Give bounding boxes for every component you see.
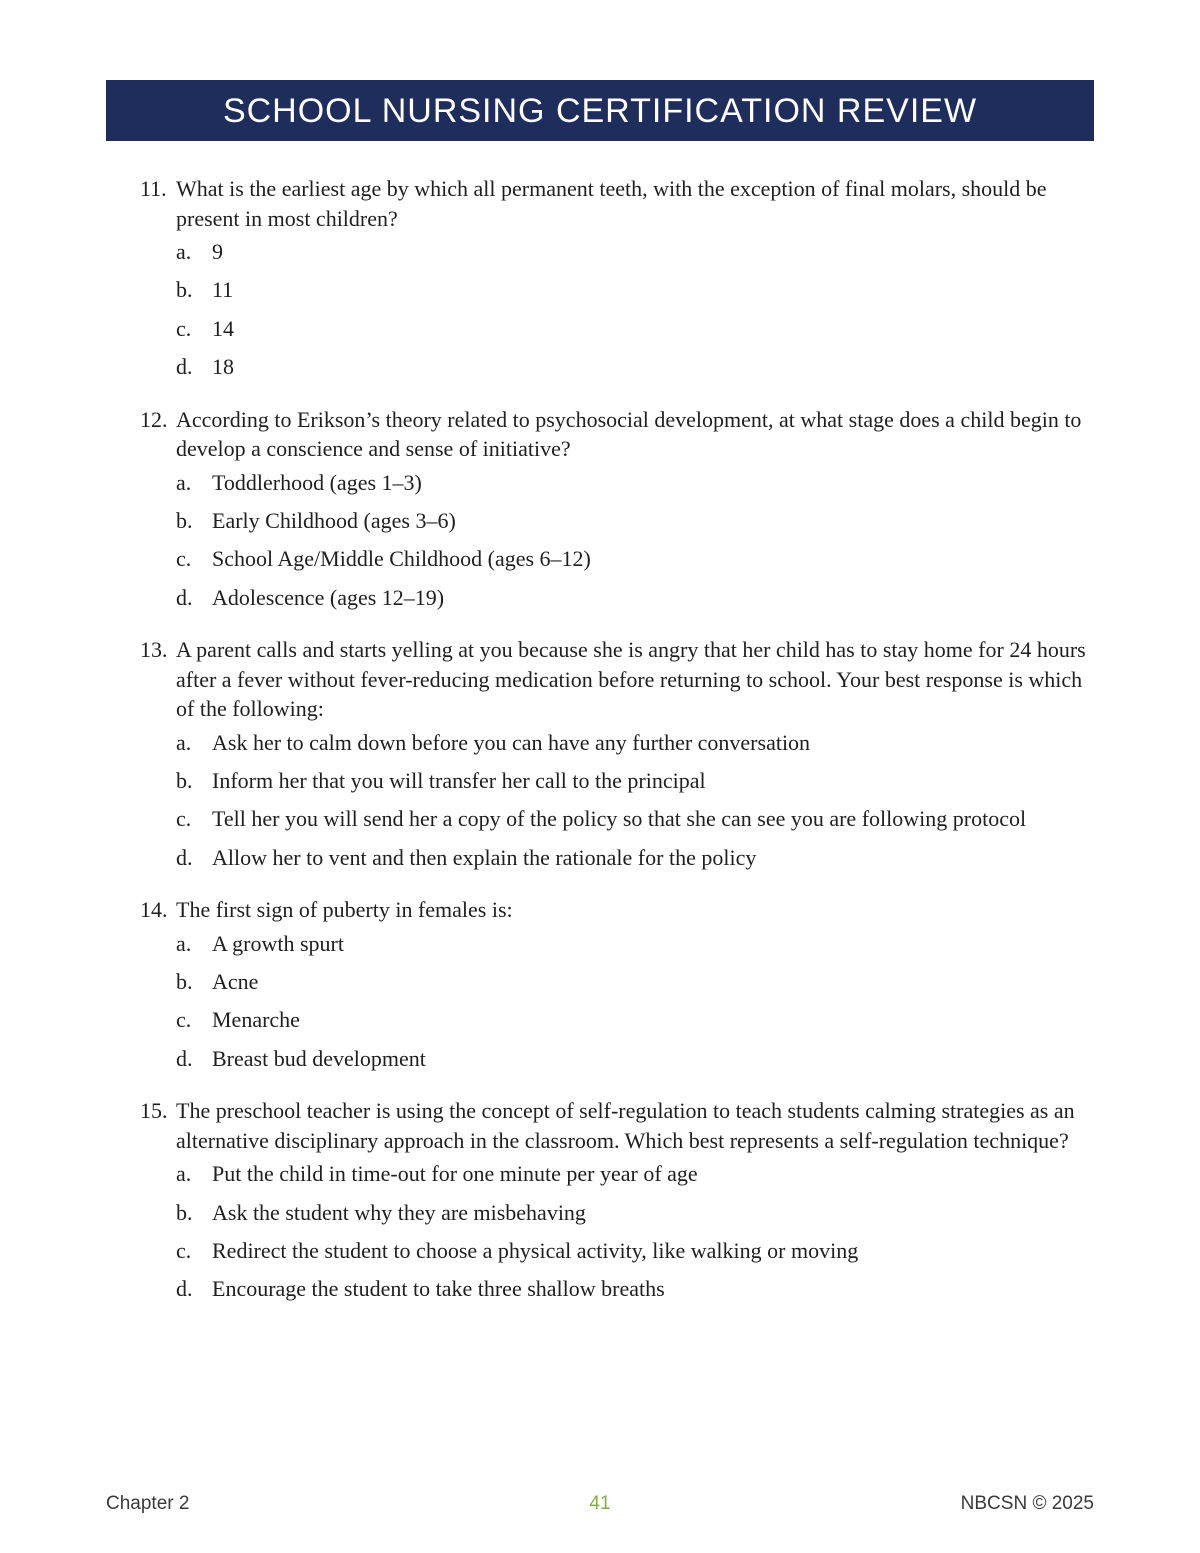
option-text: Put the child in time-out for one minute per year of age	[212, 1161, 698, 1187]
option-text: 11	[212, 277, 234, 303]
option-letter: a.	[176, 930, 192, 956]
option-letter: d.	[176, 354, 193, 380]
option-letter: c.	[176, 546, 192, 572]
option-letter: b.	[176, 277, 193, 303]
option-text: Ask the student why they are misbehaving	[212, 1199, 586, 1225]
answer-option	[176, 1236, 1100, 1274]
option-letter: a.	[176, 729, 192, 755]
answer-option	[176, 275, 1100, 313]
question-number: 15.	[140, 1098, 168, 1124]
answer-option	[176, 1044, 1100, 1082]
option-letter: b.	[176, 969, 193, 995]
question-stem	[140, 405, 1100, 464]
answer-option	[176, 583, 1100, 621]
answer-option	[176, 728, 1100, 766]
answer-options	[176, 1159, 1100, 1313]
option-letter: c.	[176, 1238, 192, 1264]
option-letter: a.	[176, 239, 192, 264]
question-text: According to Erikson’s theory related to psychosocial development, at what stage does a child begin to develop a conscience and sense of initiative?	[176, 406, 1082, 462]
option-text: Adolescence (ages 12–19)	[212, 584, 445, 610]
option-letter: a.	[176, 1161, 192, 1187]
option-letter: b.	[176, 768, 193, 794]
question-text: The preschool teacher is using the concept of self-regulation to teach students calming strategies as an alternative disciplinary approach in the classroom. Which best represents a self-regulation technique?	[176, 1098, 1075, 1153]
option-letter: c.	[176, 806, 192, 832]
question-text: A parent calls and starts yelling at you because she is angry that her child has to stay home for 24 hours after a fever without fever-reducing medication before returning to school. Your best response is which of the following:	[176, 637, 1086, 722]
question-text: What is the earliest age by which all permanent teeth, with the exception of final molars, should be present in most children?	[176, 176, 1047, 231]
answer-option	[176, 468, 1100, 506]
question-list	[140, 174, 1100, 1327]
option-text: 9	[212, 239, 223, 264]
option-text: A growth spurt	[212, 930, 344, 956]
option-text: Early Childhood (ages 3–6)	[212, 507, 456, 533]
option-text: Acne	[212, 969, 259, 995]
option-text: Tell her you will send her a copy of the policy so that she can see you are following protocol	[212, 806, 1027, 832]
header-banner	[106, 80, 1094, 141]
answer-option	[176, 1005, 1100, 1043]
answer-option	[176, 843, 1100, 881]
answer-option	[176, 1159, 1100, 1197]
answer-option	[176, 544, 1100, 582]
option-text: Redirect the student to choose a physical activity, like walking or moving	[212, 1238, 859, 1264]
option-text: Ask her to calm down before you can have any further conversation	[212, 729, 811, 755]
option-text: Menarche	[212, 1007, 300, 1033]
answer-option	[176, 352, 1100, 390]
option-text: Inform her that you will transfer her call to the principal	[212, 768, 706, 794]
answer-options	[176, 728, 1100, 882]
option-letter: d.	[176, 584, 193, 610]
page-title: SCHOOL NURSING CERTIFICATION REVIEW	[222, 92, 978, 130]
question-number: 13.	[140, 637, 168, 663]
question-13	[140, 635, 1100, 881]
option-text: 18	[212, 354, 234, 380]
option-letter: b.	[176, 1199, 193, 1225]
option-letter: d.	[176, 844, 193, 870]
option-text: School Age/Middle Childhood (ages 6–12)	[212, 546, 591, 572]
question-number: 12.	[140, 406, 168, 432]
question-11	[140, 174, 1100, 391]
question-number: 11.	[140, 176, 167, 201]
answer-option	[176, 929, 1100, 967]
question-number: 14.	[140, 897, 168, 923]
answer-options	[176, 237, 1100, 391]
question-12	[140, 405, 1100, 622]
option-text: Allow her to vent and then explain the rationale for the policy	[212, 844, 757, 870]
question-14	[140, 895, 1100, 1082]
answer-option	[176, 1198, 1100, 1236]
option-text: Breast bud development	[212, 1045, 426, 1071]
question-stem	[140, 895, 1100, 925]
option-text: 14	[212, 315, 234, 341]
footer-chapter: Chapter 2	[106, 1493, 190, 1514]
question-15	[140, 1096, 1100, 1313]
question-stem	[140, 1096, 1100, 1155]
answer-option	[176, 314, 1100, 352]
answer-option	[176, 804, 1100, 842]
option-letter: b.	[176, 507, 193, 533]
answer-option	[176, 506, 1100, 544]
option-letter: d.	[176, 1045, 193, 1071]
option-letter: c.	[176, 1007, 192, 1033]
option-letter: d.	[176, 1276, 193, 1302]
footer-copyright: NBCSN © 2025	[960, 1493, 1094, 1514]
answer-option	[176, 766, 1100, 804]
answer-options	[176, 468, 1100, 622]
option-text: Encourage the student to take three shallow breaths	[212, 1276, 665, 1302]
option-letter: c.	[176, 315, 192, 341]
option-text: Toddlerhood (ages 1–3)	[212, 469, 422, 495]
answer-options	[176, 929, 1100, 1083]
answer-option	[176, 237, 1100, 275]
answer-option	[176, 1274, 1100, 1312]
question-stem	[140, 174, 1100, 233]
answer-option	[176, 967, 1100, 1005]
option-letter: a.	[176, 469, 192, 495]
question-stem	[140, 635, 1100, 724]
footer-page-number: 41	[589, 1493, 611, 1514]
question-text: The first sign of puberty in females is:	[176, 897, 513, 923]
